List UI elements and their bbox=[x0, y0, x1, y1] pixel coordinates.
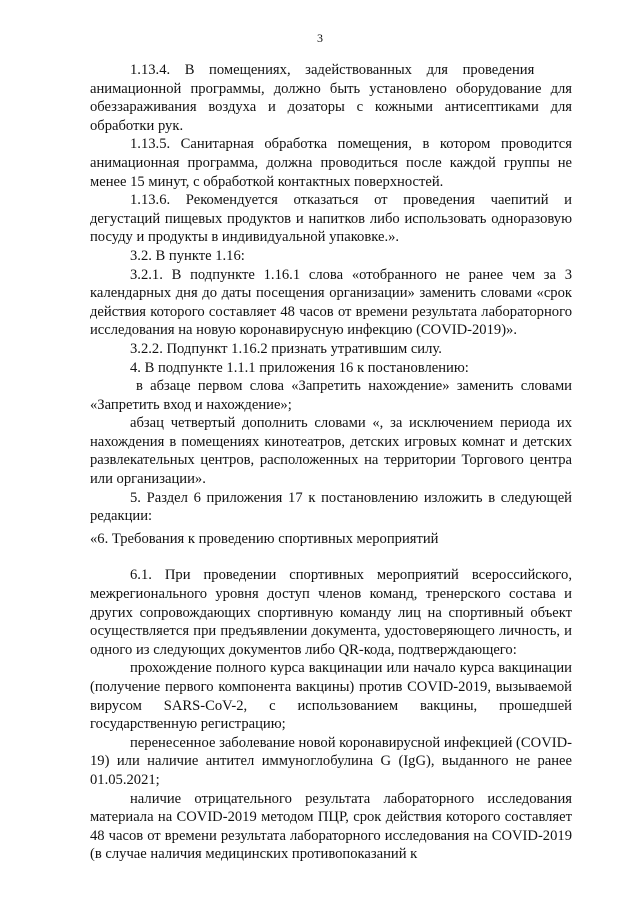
paragraph-3-2: 3.2. В пункте 1.16: bbox=[130, 247, 245, 264]
paragraph-5: 5. Раздел 6 приложения 17 к постановлению изложить в следующей редакции: bbox=[90, 489, 572, 525]
paragraph-6-1: 6.1. При проведении спортивных мероприятий всероссийского, межрегионального уровня доступ членов команд, тренерского состава и других сопровождающих спортивную команду лиц на спортивный объект осуществляется при предъявлении документа, удостоверяющего личность, и одного из следующих документов либо QR-кода, подтверждающего: bbox=[90, 567, 572, 658]
paragraph-1-13-5: 1.13.5. Санитарная обработка помещения, в котором проводится анимационная программа, должна проводиться после каждой группы не менее 15 минут, с обработкой контактных поверхностей. bbox=[90, 136, 572, 190]
section-6-heading: «6. Требования к проведению спортивных мероприятий bbox=[90, 530, 439, 547]
paragraph-3-2-2: 3.2.2. Подпункт 1.16.2 признать утратившим силу. bbox=[130, 340, 442, 357]
paragraph-4-fourth-abzac: абзац четвертый дополнить словами «, за исключением периода их нахождения в помещениях кинотеатров, детских игровых комнат и детских развлекательных центров, расположенных на территории Торгового центра или организации». bbox=[90, 415, 572, 488]
page-number: 3 bbox=[317, 31, 323, 45]
document-body bbox=[90, 61, 572, 864]
paragraph-1-13-6: 1.13.6. Рекомендуется отказаться от проведения чаепитий и дегустаций пищевых продуктов и напитков либо использовать одноразовую посуду и продукты в индивидуальной упаковке.». bbox=[90, 192, 572, 246]
paragraph-4-first-abzac: в абзаце первом слова «Запретить нахождение» заменить словами «Запретить вход и нахождение»; bbox=[90, 378, 572, 413]
paragraph-1-13-4: 1.13.4. В помещениях, задействованных для проведения анимационной программы, должно быть установлено оборудование для обеззараживания воздуха и дозаторы с кожными антисептиками для обработки рук. bbox=[90, 62, 572, 134]
paragraph-vaccination: прохождение полного курса вакцинации или начало курса вакцинации (получение первого компонента вакцины) против COVID-2019, вызываемой вирусом SARS-CoV-2, с использованием вакцины, прошедшей государственную регистрацию; bbox=[90, 660, 572, 733]
paragraph-4: 4. В подпункте 1.1.1 приложения 16 к постановлению: bbox=[130, 359, 469, 376]
paragraph-negative-test: наличие отрицательного результата лабораторного исследования материала на COVID-2019 методом ПЦР, срок действия которого составляет 48 часов от времени результата лабораторного исследования на COVID-2019 (в случае наличия медицинских противопоказаний к bbox=[90, 790, 572, 863]
paragraph-past-illness: перенесенное заболевание новой коронавирусной инфекцией (COVID-19) или наличие антител иммуноглобулина G (IgG), выданного не ранее 01.05.2021; bbox=[90, 734, 572, 788]
paragraph-3-2-1: 3.2.1. В подпункте 1.16.1 слова «отобранного не ранее чем за 3 календарных дня до даты посещения организации» заменить словами «срок действия которого составляет 48 часов от времени результата лабораторного исследования на новую коронавирусную инфекцию (COVID-2019)». bbox=[90, 266, 572, 339]
